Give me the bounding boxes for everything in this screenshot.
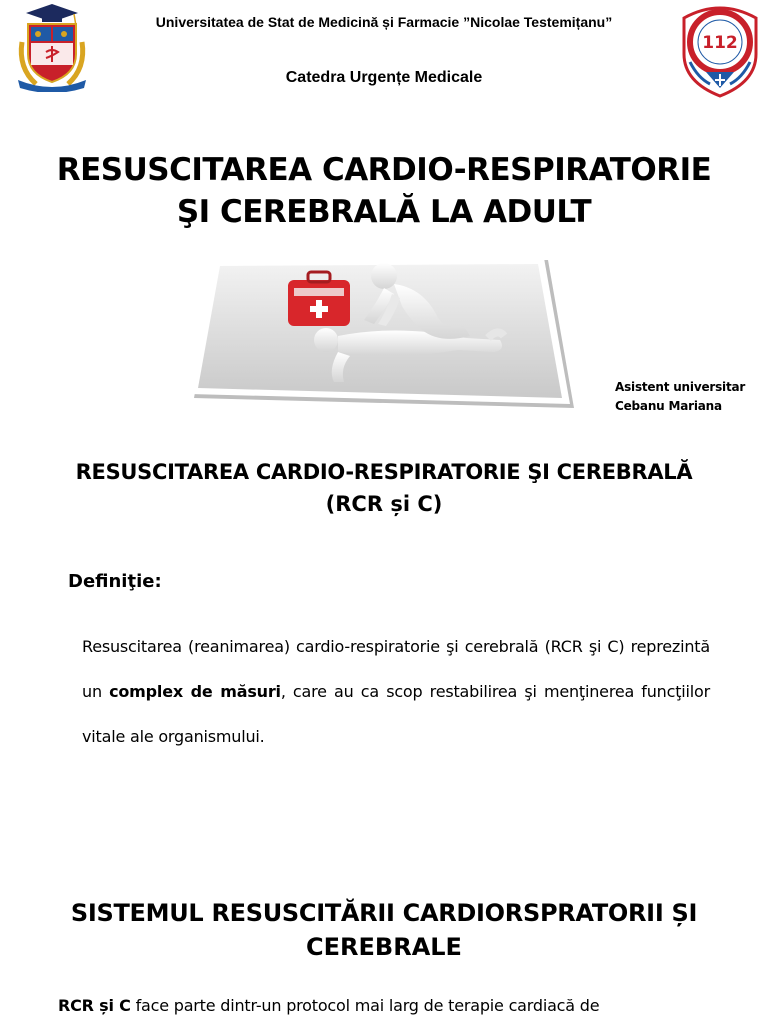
system-text-rest: face parte dintr-un protocol mai larg de terapie cardiacă de [130, 996, 600, 1015]
emergency-service-logo [676, 2, 764, 98]
author-role: Asistent universitar [615, 380, 746, 394]
section-title-line1: RESUSCITAREA CARDIO-RESPIRATORIE ŞI CEREBRALĂ [75, 460, 693, 484]
main-title-line1: RESUSCITAREA CARDIO-RESPIRATORIE [56, 152, 712, 188]
department-name: Catedra Urgențe Medicale [285, 69, 483, 86]
definition-label: Definiţie: [68, 571, 162, 592]
definition-text-part1: Resuscitarea (reanimarea) cardio-respiratorie şi cerebrală (RCR şi C) reprezintă un [82, 637, 710, 701]
system-paragraph [58, 996, 599, 1015]
system-text-bold: RCR și C [58, 996, 131, 1015]
section-title-line2: (RCR și C) [325, 492, 443, 516]
definition-paragraph [82, 624, 710, 759]
definition-text-bold: complex de măsuri [109, 682, 281, 701]
university-name: Universitatea de Stat de Medicină și Farmacie ”Nicolae Testemițanu” [155, 14, 613, 30]
definition-text-part2: , care au ca scop restabilirea şi menţinerea funcţiilor vitale ale organismului. [82, 682, 710, 746]
author-name: Cebanu Mariana [615, 399, 722, 413]
cpr-illustration [188, 258, 588, 416]
main-title-line2: ŞI CEREBRALĂ LA ADULT [176, 194, 592, 230]
logo-number-112: 112 [702, 33, 738, 53]
system-title-line2: CEREBRALE [306, 933, 462, 961]
author-block [615, 378, 745, 416]
system-title-line1: SISTEMUL RESUSCITĂRII CARDIORSPRATORII ȘI [70, 899, 698, 927]
